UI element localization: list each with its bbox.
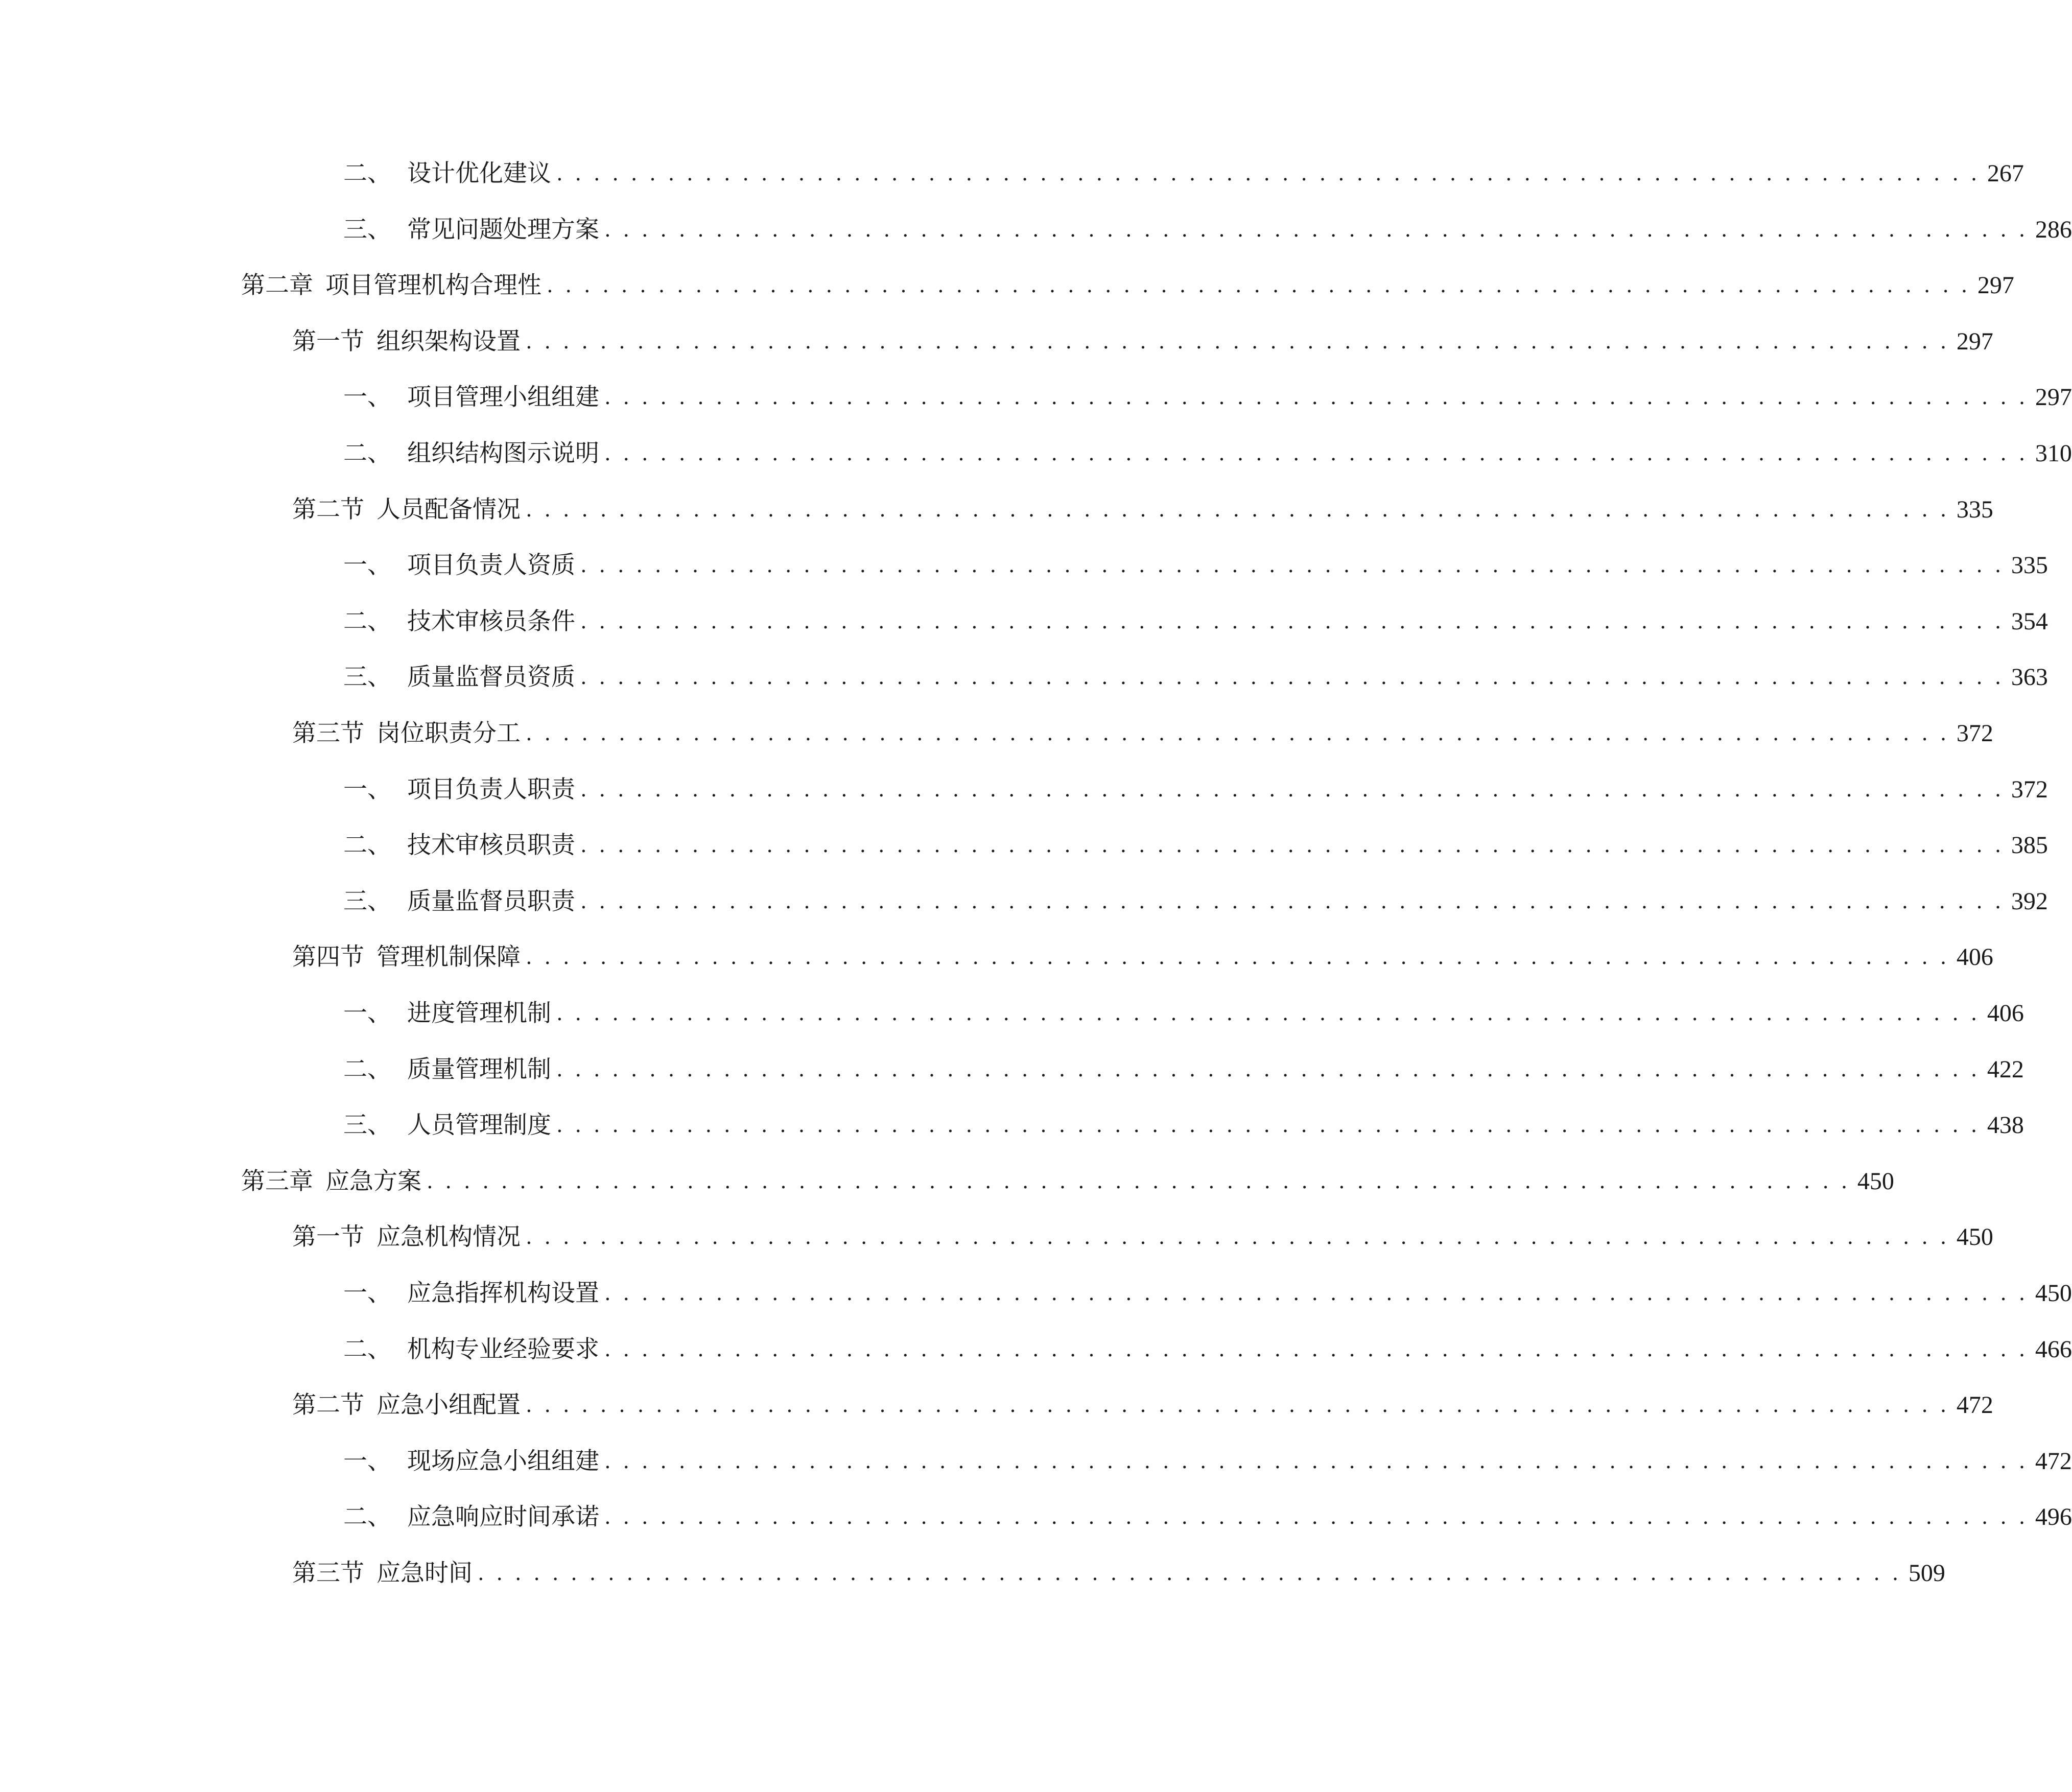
page-number: 363 bbox=[2011, 664, 2048, 691]
dot-leader: . . . . . . . . . . . . . . . . . . . . . . . . . . . . . . . . . . . . . . . . . . . . . . . . . . . . . . . . . . . . . . . . . . . . . . . . . . . . . bbox=[547, 274, 1970, 298]
entry-number: 第二节 bbox=[292, 1391, 364, 1420]
dot-leader: . . . . . . . . . . . . . . . . . . . . . . . . . . . . . . . . . . . . . . . . . . . . . . . . . . . . . . . . . . . . . . . . . . . . . . . . . . . . . bbox=[556, 1057, 1980, 1081]
page-number: 372 bbox=[2011, 775, 2048, 803]
page-number: 438 bbox=[1987, 1112, 2024, 1139]
page-number: 472 bbox=[1956, 1392, 1993, 1419]
dot-leader: . . . . . . . . . . . . . . . . . . . . . . . . . . . . . . . . . . . . . . . . . . . . . . . . . . . . . . . . . . . . . . . . . . . . . . . . . . . . . bbox=[478, 1562, 1901, 1585]
entry-number: 第一节 bbox=[292, 1223, 364, 1252]
dot-leader: . . . . . . . . . . . . . . . . . . . . . . . . . . . . . . . . . . . . . . . . . . . . . . . . . . . . . . . . . . . . . . . . . . . . . . . . . . . . . bbox=[604, 1449, 2028, 1473]
entry-title: 岗位职责分工 bbox=[376, 719, 521, 747]
toc-entry[interactable] bbox=[241, 1156, 1894, 1197]
entry-title: 应急机构情况 bbox=[376, 1223, 521, 1252]
page-number: 297 bbox=[2035, 384, 2072, 411]
entry-number: 二、 bbox=[343, 1503, 391, 1531]
dot-leader: . . . . . . . . . . . . . . . . . . . . . . . . . . . . . . . . . . . . . . . . . . . . . . . . . . . . . . . . . . . . . . . . . . . . . . . . . . . . . bbox=[580, 889, 2004, 913]
page-number: 496 bbox=[2035, 1503, 2072, 1531]
dot-leader: . . . . . . . . . . . . . . . . . . . . . . . . . . . . . . . . . . . . . . . . . . . . . . . . . . . . . . . . . . . . . . . . . . . . . . . . . . . . . bbox=[604, 386, 2028, 410]
entry-number: 第三节 bbox=[292, 719, 364, 747]
entry-title: 人员管理制度 bbox=[407, 1111, 551, 1140]
entry-title: 应急指挥机构设置 bbox=[407, 1279, 599, 1307]
toc-entry[interactable] bbox=[343, 820, 2048, 861]
dot-leader: . . . . . . . . . . . . . . . . . . . . . . . . . . . . . . . . . . . . . . . . . . . . . . . . . . . . . . . . . . . . . . . . . . . . . . . . . . . . . bbox=[556, 162, 1980, 185]
entry-number: 第三节 bbox=[292, 1559, 364, 1587]
entry-title: 应急方案 bbox=[325, 1167, 421, 1195]
dot-leader: . . . . . . . . . . . . . . . . . . . . . . . . . . . . . . . . . . . . . . . . . . . . . . . . . . . . . . . . . . . . . . . . . . . . . . . . . . . . . bbox=[526, 946, 1949, 970]
page-number: 466 bbox=[2035, 1335, 2072, 1363]
page-number: 422 bbox=[1987, 1055, 2024, 1083]
toc-entry[interactable] bbox=[343, 764, 2048, 805]
toc-entry[interactable] bbox=[292, 316, 1993, 357]
toc-entry[interactable] bbox=[343, 204, 2072, 245]
entry-number: 二、 bbox=[343, 439, 391, 467]
dot-leader: . . . . . . . . . . . . . . . . . . . . . . . . . . . . . . . . . . . . . . . . . . . . . . . . . . . . . . . . . . . . . . . . . . . . . . . . . . . . . bbox=[526, 722, 1949, 745]
entry-title: 设计优化建议 bbox=[407, 159, 551, 187]
entry-number: 一、 bbox=[343, 1447, 391, 1475]
entry-title: 应急时间 bbox=[376, 1559, 473, 1587]
toc-entry[interactable] bbox=[241, 260, 2014, 301]
entry-number: 一、 bbox=[343, 1279, 391, 1307]
entry-number: 二、 bbox=[343, 607, 391, 635]
toc-entry[interactable] bbox=[343, 1324, 2072, 1365]
page-number: 472 bbox=[2035, 1447, 2072, 1475]
entry-number: 一、 bbox=[343, 775, 391, 804]
toc-entry[interactable] bbox=[343, 876, 2048, 917]
entry-number: 一、 bbox=[343, 551, 391, 580]
entry-number: 二、 bbox=[343, 1055, 391, 1083]
toc-entry[interactable] bbox=[343, 1044, 2024, 1085]
page-number: 392 bbox=[2011, 887, 2048, 915]
toc-entry[interactable] bbox=[292, 1380, 1993, 1421]
page-number: 335 bbox=[2011, 552, 2048, 579]
page-number: 385 bbox=[2011, 832, 2048, 859]
entry-title: 人员配备情况 bbox=[376, 495, 521, 524]
page-number: 354 bbox=[2011, 607, 2048, 635]
entry-title: 项目管理机构合理性 bbox=[325, 271, 541, 300]
entry-title: 现场应急小组组建 bbox=[407, 1447, 599, 1475]
dot-leader: . . . . . . . . . . . . . . . . . . . . . . . . . . . . . . . . . . . . . . . . . . . . . . . . . . . . . . . . . . . . . . . . . . . . . . . . . . . . . bbox=[580, 834, 2004, 858]
entry-title: 项目管理小组组建 bbox=[407, 383, 599, 412]
entry-title: 质量监督员职责 bbox=[407, 887, 575, 915]
toc-entry[interactable] bbox=[292, 932, 1993, 973]
toc-entry[interactable] bbox=[292, 484, 1993, 525]
toc-entry[interactable] bbox=[343, 988, 2024, 1029]
page-number: 406 bbox=[1956, 944, 1993, 971]
toc-entry[interactable] bbox=[292, 1548, 1945, 1589]
entry-number: 三、 bbox=[343, 887, 391, 915]
entry-number: 第三章 bbox=[241, 1167, 313, 1195]
dot-leader: . . . . . . . . . . . . . . . . . . . . . . . . . . . . . . . . . . . . . . . . . . . . . . . . . . . . . . . . . . . . . . . . . . . . . . . . . . . . . bbox=[604, 1282, 2028, 1305]
page-number: 450 bbox=[1956, 1223, 1993, 1251]
dot-leader: . . . . . . . . . . . . . . . . . . . . . . . . . . . . . . . . . . . . . . . . . . . . . . . . . . . . . . . . . . . . . . . . . . . . . . . . . . . . . bbox=[556, 1002, 1980, 1025]
toc-entry[interactable] bbox=[343, 1436, 2072, 1477]
entry-title: 应急小组配置 bbox=[376, 1391, 521, 1420]
page-number: 297 bbox=[1956, 327, 1993, 355]
dot-leader: . . . . . . . . . . . . . . . . . . . . . . . . . . . . . . . . . . . . . . . . . . . . . . . . . . . . . . . . . . . . . . . . . . . . . . . . . . . . . bbox=[580, 554, 2004, 578]
entry-title: 质量管理机制 bbox=[407, 1055, 551, 1083]
dot-leader: . . . . . . . . . . . . . . . . . . . . . . . . . . . . . . . . . . . . . . . . . . . . . . . . . . . . . . . . . . . . . . . . . . . . . . . . . . . . . bbox=[604, 218, 2028, 242]
dot-leader: . . . . . . . . . . . . . . . . . . . . . . . . . . . . . . . . . . . . . . . . . . . . . . . . . . . . . . . . . . . . . . . . . . . . . . . . . . . . . bbox=[556, 1114, 1980, 1138]
toc-entry[interactable] bbox=[292, 1212, 1993, 1253]
toc-entry[interactable] bbox=[292, 708, 1993, 749]
dot-leader: . . . . . . . . . . . . . . . . . . . . . . . . . . . . . . . . . . . . . . . . . . . . . . . . . . . . . . . . . . . . . . . . . . . . . . . . . . . . . bbox=[526, 1225, 1949, 1249]
toc-entry[interactable] bbox=[343, 596, 2048, 637]
toc-entry[interactable] bbox=[343, 428, 2072, 469]
toc-entry[interactable] bbox=[343, 1268, 2072, 1309]
page-number: 450 bbox=[1857, 1167, 1894, 1195]
dot-leader: . . . . . . . . . . . . . . . . . . . . . . . . . . . . . . . . . . . . . . . . . . . . . . . . . . . . . . . . . . . . . . . . . . . . . . . . . . . . . bbox=[580, 609, 2004, 633]
dot-leader: . . . . . . . . . . . . . . . . . . . . . . . . . . . . . . . . . . . . . . . . . . . . . . . . . . . . . . . . . . . . . . . . . . . . . . . . . . . . . bbox=[526, 1394, 1949, 1418]
page-number: 267 bbox=[1987, 160, 2024, 187]
entry-number: 二、 bbox=[343, 1335, 391, 1363]
toc-entry[interactable] bbox=[343, 540, 2048, 581]
entry-number: 一、 bbox=[343, 999, 391, 1027]
entry-title: 项目负责人职责 bbox=[407, 775, 575, 804]
entry-number: 第四节 bbox=[292, 943, 364, 972]
dot-leader: . . . . . . . . . . . . . . . . . . . . . . . . . . . . . . . . . . . . . . . . . . . . . . . . . . . . . . . . . . . . . . . . . . . . . . . . . . . . . bbox=[427, 1169, 1850, 1193]
entry-title: 技术审核员职责 bbox=[407, 831, 575, 860]
page-number: 372 bbox=[1956, 720, 1993, 747]
entry-number: 二、 bbox=[343, 831, 391, 860]
entry-title: 质量监督员资质 bbox=[407, 663, 575, 692]
entry-number: 一、 bbox=[343, 383, 391, 412]
toc-entry[interactable] bbox=[343, 372, 2072, 413]
page-number: 509 bbox=[1908, 1560, 1945, 1587]
page-number: 286 bbox=[2035, 216, 2072, 243]
entry-title: 技术审核员条件 bbox=[407, 607, 575, 635]
dot-leader: . . . . . . . . . . . . . . . . . . . . . . . . . . . . . . . . . . . . . . . . . . . . . . . . . . . . . . . . . . . . . . . . . . . . . . . . . . . . . bbox=[604, 442, 2028, 465]
entry-number: 三、 bbox=[343, 663, 391, 692]
dot-leader: . . . . . . . . . . . . . . . . . . . . . . . . . . . . . . . . . . . . . . . . . . . . . . . . . . . . . . . . . . . . . . . . . . . . . . . . . . . . . bbox=[526, 329, 1949, 353]
entry-title: 组织架构设置 bbox=[376, 327, 521, 356]
entry-title: 进度管理机制 bbox=[407, 999, 551, 1027]
page-number: 450 bbox=[2035, 1280, 2072, 1307]
dot-leader: . . . . . . . . . . . . . . . . . . . . . . . . . . . . . . . . . . . . . . . . . . . . . . . . . . . . . . . . . . . . . . . . . . . . . . . . . . . . . bbox=[580, 666, 2004, 690]
entry-number: 第二章 bbox=[241, 271, 313, 300]
entry-number: 三、 bbox=[343, 1111, 391, 1140]
toc-entry[interactable] bbox=[343, 1100, 2024, 1141]
entry-number: 第二节 bbox=[292, 495, 364, 524]
toc-entry[interactable] bbox=[343, 652, 2048, 693]
entry-number: 第一节 bbox=[292, 327, 364, 356]
entry-title: 管理机制保障 bbox=[376, 943, 521, 972]
dot-leader: . . . . . . . . . . . . . . . . . . . . . . . . . . . . . . . . . . . . . . . . . . . . . . . . . . . . . . . . . . . . . . . . . . . . . . . . . . . . . bbox=[604, 1505, 2028, 1529]
page-number: 406 bbox=[1987, 1000, 2024, 1027]
entry-title: 机构专业经验要求 bbox=[407, 1335, 599, 1363]
dot-leader: . . . . . . . . . . . . . . . . . . . . . . . . . . . . . . . . . . . . . . . . . . . . . . . . . . . . . . . . . . . . . . . . . . . . . . . . . . . . . bbox=[604, 1337, 2028, 1361]
dot-leader: . . . . . . . . . . . . . . . . . . . . . . . . . . . . . . . . . . . . . . . . . . . . . . . . . . . . . . . . . . . . . . . . . . . . . . . . . . . . . bbox=[526, 498, 1949, 522]
entry-title: 组织结构图示说明 bbox=[407, 439, 599, 467]
entry-number: 二、 bbox=[343, 159, 391, 187]
entry-title: 项目负责人资质 bbox=[407, 551, 575, 580]
page-number: 335 bbox=[1956, 496, 1993, 523]
toc-entry[interactable] bbox=[343, 1492, 2072, 1532]
entry-title: 常见问题处理方案 bbox=[407, 215, 599, 244]
entry-title: 应急响应时间承诺 bbox=[407, 1503, 599, 1531]
dot-leader: . . . . . . . . . . . . . . . . . . . . . . . . . . . . . . . . . . . . . . . . . . . . . . . . . . . . . . . . . . . . . . . . . . . . . . . . . . . . . bbox=[580, 777, 2004, 801]
page-number: 297 bbox=[1977, 272, 2014, 299]
toc-entry[interactable] bbox=[343, 148, 2024, 189]
entry-number: 三、 bbox=[343, 215, 391, 244]
page-number: 310 bbox=[2035, 440, 2072, 467]
